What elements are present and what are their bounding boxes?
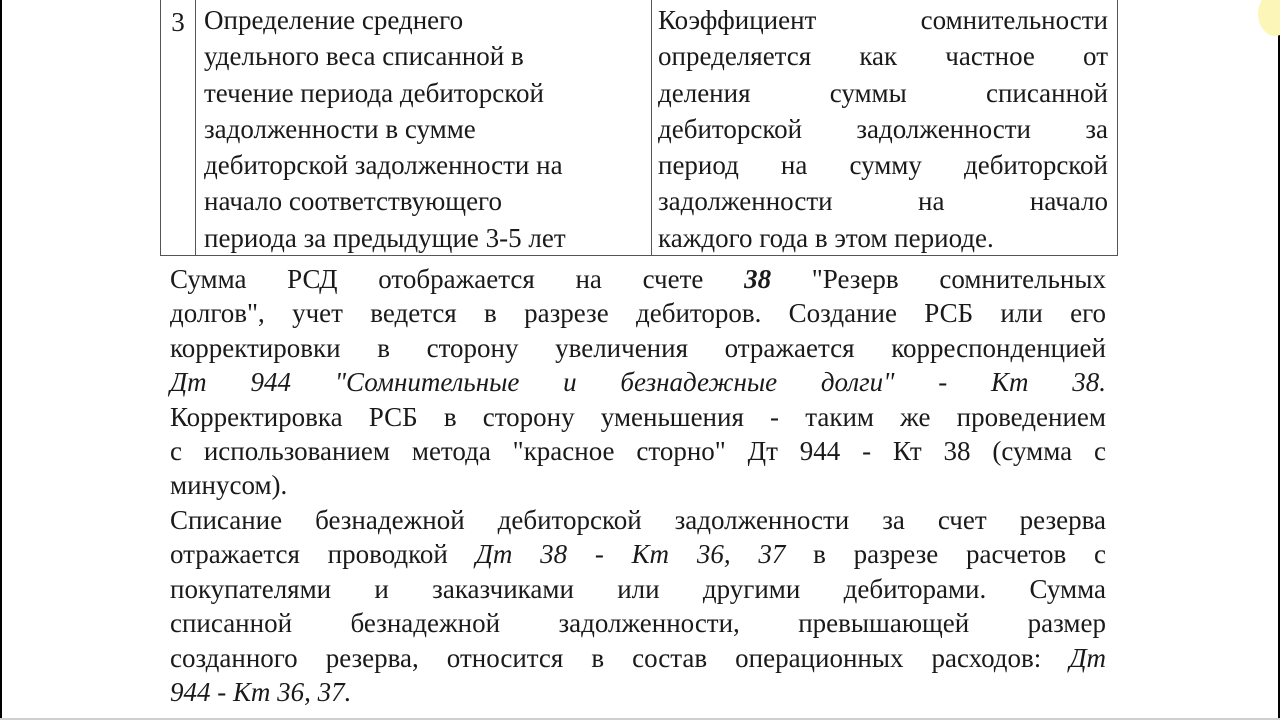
text-run: созданного резерва, относится в состав операционных расходов: <box>170 642 1070 673</box>
method-line: дебиторской задолженности на <box>204 150 563 181</box>
paragraph-line <box>170 537 1106 571</box>
paragraph-line: Списание безнадежной дебиторской задолженности за счет резерва <box>170 505 1106 535</box>
description-line: Коэффициент сомнительности <box>658 5 1108 35</box>
paragraph-write-off <box>170 503 1106 709</box>
method-line: задолженности в сумме <box>204 113 476 144</box>
paragraph-line: корректировки в сторону увеличения отражается корреспонденцией <box>170 332 1106 363</box>
description-line: дебиторской задолженности за <box>658 113 1108 144</box>
paragraph-line <box>170 641 1106 675</box>
cursor-highlight <box>1258 0 1280 36</box>
method-line: Определение среднего <box>204 5 464 35</box>
paragraph-line: списанной безнадежной задолженности, превышающей размер <box>170 608 1106 639</box>
entry-line: Дт 944 "Сомнительные и безнадежные долги" - Кт 38. <box>170 367 1106 398</box>
paragraph-line: минусом). <box>170 470 288 501</box>
entry-text: Дт 38 - Кт 36, 37 <box>475 539 786 570</box>
method-line: удельного веса списанной в <box>204 41 524 72</box>
account-number: 38 <box>744 264 772 294</box>
text-run: отражается проводкой <box>170 539 476 570</box>
entry-text: Дт <box>1069 642 1106 673</box>
description-line: деления суммы списанной <box>658 77 1108 108</box>
paragraph-line <box>170 262 1106 296</box>
description-line: каждого года в этом периоде. <box>658 222 994 253</box>
entry-line: 944 - Кт 36, 37. <box>170 676 352 707</box>
method-line: периода за предыдущие 3-5 лет <box>204 222 566 253</box>
left-border <box>0 0 2 720</box>
description-line: период на сумму дебиторской <box>658 150 1108 181</box>
description-line: определяется как частное от <box>658 41 1108 72</box>
paragraph-line: Корректировка РСБ в сторону уменьшения - таким же проведением <box>170 401 1106 432</box>
paragraph-line: долгов", учет ведется в разрезе дебиторов. Создание РСБ или его <box>170 298 1106 329</box>
description-line: задолженности на начало <box>658 186 1108 217</box>
method-line: начало соответствующего <box>204 186 502 217</box>
text-run: "Резерв сомнительных <box>771 264 1106 294</box>
paragraph-reserve-account <box>170 262 1106 503</box>
text-run: Сумма РСД отображается на счете <box>170 264 745 294</box>
paragraph-line: покупателями и заказчиками или другими дебиторами. Сумма <box>170 573 1106 604</box>
row-number: 3 <box>161 0 196 255</box>
paragraph-line: с использованием метода "красное сторно" Дт 944 - Кт 38 (сумма с <box>170 435 1106 466</box>
method-cell <box>196 0 652 255</box>
method-line: течение периода дебиторской <box>204 77 544 108</box>
description-cell <box>652 0 1118 255</box>
text-run: в разрезе расчетов с <box>785 539 1106 570</box>
methods-table <box>160 0 1118 256</box>
